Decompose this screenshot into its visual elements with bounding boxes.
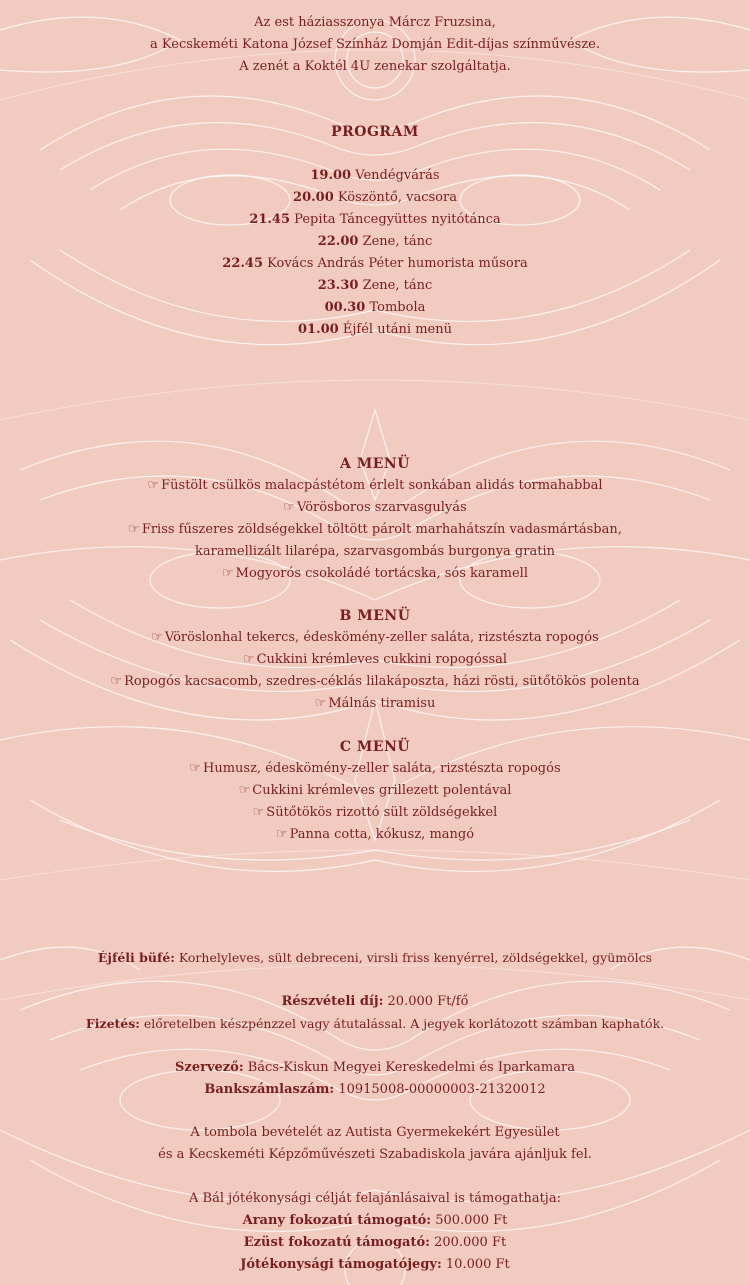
program-text: Köszöntő, vacsora xyxy=(337,190,457,205)
pointing-hand-icon: ☞ xyxy=(222,566,234,581)
program-text: Tombola xyxy=(369,300,426,315)
menu-item xyxy=(0,782,750,800)
program-item xyxy=(0,233,750,251)
menu-c-heading: C MENÜ xyxy=(339,739,411,755)
program-time: 01.00 xyxy=(298,322,339,337)
program-item xyxy=(0,189,750,207)
menu-item-text: Füstölt csülkös malacpástétom érlelt sonkában alidás tormahabbal xyxy=(161,478,603,493)
menu-item xyxy=(0,651,750,669)
tier-value: 200.000 Ft xyxy=(429,1235,507,1250)
program-item xyxy=(0,299,750,317)
menu-item xyxy=(0,499,750,517)
menu-item xyxy=(0,804,750,822)
program-time: 19.00 xyxy=(310,168,352,183)
tombola-line: és a Kecskeméti Képzőművészeti Szabadiskola javára ajánljuk fel. xyxy=(158,1147,592,1162)
program-item xyxy=(0,321,750,339)
tier-label: Ezüst fokozatú támogató: xyxy=(243,1235,430,1250)
buffet-text: Korhelyleves, sült debreceni, virsli friss kenyérrel, zöldségekkel, gyümölcs xyxy=(174,950,653,965)
menu-item-text: Sütőtökös rizottó sült zöldségekkel xyxy=(266,805,498,820)
program-text: Zene, tánc xyxy=(362,234,433,249)
program-text: Pepita Táncegyüttes nyitótánca xyxy=(294,212,501,227)
pointing-hand-icon: ☞ xyxy=(189,761,201,776)
program-time: 00.30 xyxy=(324,300,366,315)
program-item xyxy=(0,255,750,273)
organizer-text: Bács-Kiskun Megyei Kereskedelmi és Iparkamara xyxy=(243,1060,575,1075)
fee-label: Részvételi díj: xyxy=(281,994,384,1009)
menu-item-text: Vörösboros szarvasgulyás xyxy=(297,500,467,515)
menu-item xyxy=(0,760,750,778)
payment-info xyxy=(0,1015,750,1033)
menu-item-text: Friss fűszeres zöldségekkel töltött párolt marhahátszín vadasmártásban, xyxy=(141,522,622,537)
program-item xyxy=(0,167,750,185)
pointing-hand-icon: ☞ xyxy=(128,522,140,537)
participation-fee xyxy=(0,993,750,1011)
menu-item-text: Panna cotta, kókusz, mangó xyxy=(289,827,475,842)
program-item xyxy=(0,211,750,229)
menu-item-text: Málnás tiramisu xyxy=(328,696,436,711)
tier-label: Jótékonysági támogatójegy: xyxy=(240,1257,442,1272)
tombola-line: A tombola bevételét az Autista Gyermekekért Egyesület xyxy=(190,1125,560,1140)
menu-item-text: Cukkini krémleves grillezett polentával xyxy=(252,783,512,798)
menu-item xyxy=(0,629,750,647)
payment-label: Fizetés: xyxy=(85,1016,140,1031)
menu-item xyxy=(0,477,750,495)
midnight-buffet xyxy=(0,949,750,967)
intro-line: a Kecskeméti Katona József Színház Domján Edit-díjas színművésze. xyxy=(150,37,600,52)
support-tier xyxy=(0,1234,750,1252)
menu-item-text: Humusz, édesköménу-zeller saláta, rizstészta ropogós xyxy=(203,761,561,776)
bank-account xyxy=(0,1081,750,1099)
menu-item-text: Cukkini krémleves cukkini ropogóssal xyxy=(256,652,508,667)
menu-item xyxy=(0,826,750,844)
program-text: Zene, tánc xyxy=(362,278,433,293)
menu-b-heading: B MENÜ xyxy=(339,608,411,624)
menu-item xyxy=(0,695,750,713)
program-time: 22.45 xyxy=(222,256,263,271)
menu-item-continued: karamellizált lilarépa, szarvasgombás burgonya gratin xyxy=(195,544,555,559)
tier-value: 10.000 Ft xyxy=(441,1257,510,1272)
pointing-hand-icon: ☞ xyxy=(110,674,123,689)
pointing-hand-icon: ☞ xyxy=(238,783,251,798)
program-time: 20.00 xyxy=(293,190,334,205)
menu-item xyxy=(0,673,750,691)
pointing-hand-icon: ☞ xyxy=(283,500,296,515)
pointing-hand-icon: ☞ xyxy=(151,630,163,645)
program-item xyxy=(0,277,750,295)
program-text: Vendégvárás xyxy=(355,168,440,183)
menu-item-text: Vöröslonhal tekercs, édesköménу-zeller saláta, rizstészta ropogós xyxy=(164,630,599,645)
program-time: 23.30 xyxy=(317,278,359,293)
program-text: Kovács András Péter humorista műsora xyxy=(267,256,528,271)
organizer-label: Szervező: xyxy=(175,1060,244,1075)
payment-text: előretelben készpénzzel vagy átutalással. A jegyek korlátozott számban kaphatók. xyxy=(139,1016,665,1031)
intro-line: Az est háziasszonya Márcz Fruzsina, xyxy=(254,15,496,30)
menu-a-heading: A MENÜ xyxy=(340,456,410,472)
tier-value: 500.000 Ft xyxy=(431,1213,508,1228)
pointing-hand-icon: ☞ xyxy=(275,827,288,842)
account-label: Bankszámlaszám: xyxy=(204,1082,335,1097)
tier-label: Arany fokozatú támogató: xyxy=(242,1213,432,1228)
pointing-hand-icon: ☞ xyxy=(147,478,160,493)
fee-text: 20.000 Ft/fő xyxy=(383,994,469,1009)
support-tier xyxy=(0,1256,750,1274)
menu-item xyxy=(0,521,750,539)
support-tier xyxy=(0,1212,750,1230)
pointing-hand-icon: ☞ xyxy=(242,652,255,667)
menu-item xyxy=(0,565,750,583)
program-heading: PROGRAM xyxy=(331,124,419,140)
program-time: 21.45 xyxy=(249,212,291,227)
menu-item-text: Ropogós kacsacomb, szedres-céklás lilakáposzta, házi rösti, sütőtökös polenta xyxy=(124,674,640,689)
program-text: Éjfél utáni menü xyxy=(342,322,452,337)
pointing-hand-icon: ☞ xyxy=(252,805,265,820)
buffet-label: Éjféli büfé: xyxy=(97,950,175,965)
intro-line: A zenét a Koktél 4U zenekar szolgáltatja. xyxy=(239,59,511,74)
menu-item-text: Mogyorós csokoládé tortácska, sós karamell xyxy=(235,566,528,581)
organizer xyxy=(0,1059,750,1077)
program-time: 22.00 xyxy=(317,234,359,249)
support-intro: A Bál jótékonysági célját felajánlásaival is támogathatja: xyxy=(189,1191,561,1206)
pointing-hand-icon: ☞ xyxy=(314,696,327,711)
account-text: 10915008-00000003-21320012 xyxy=(334,1082,546,1097)
